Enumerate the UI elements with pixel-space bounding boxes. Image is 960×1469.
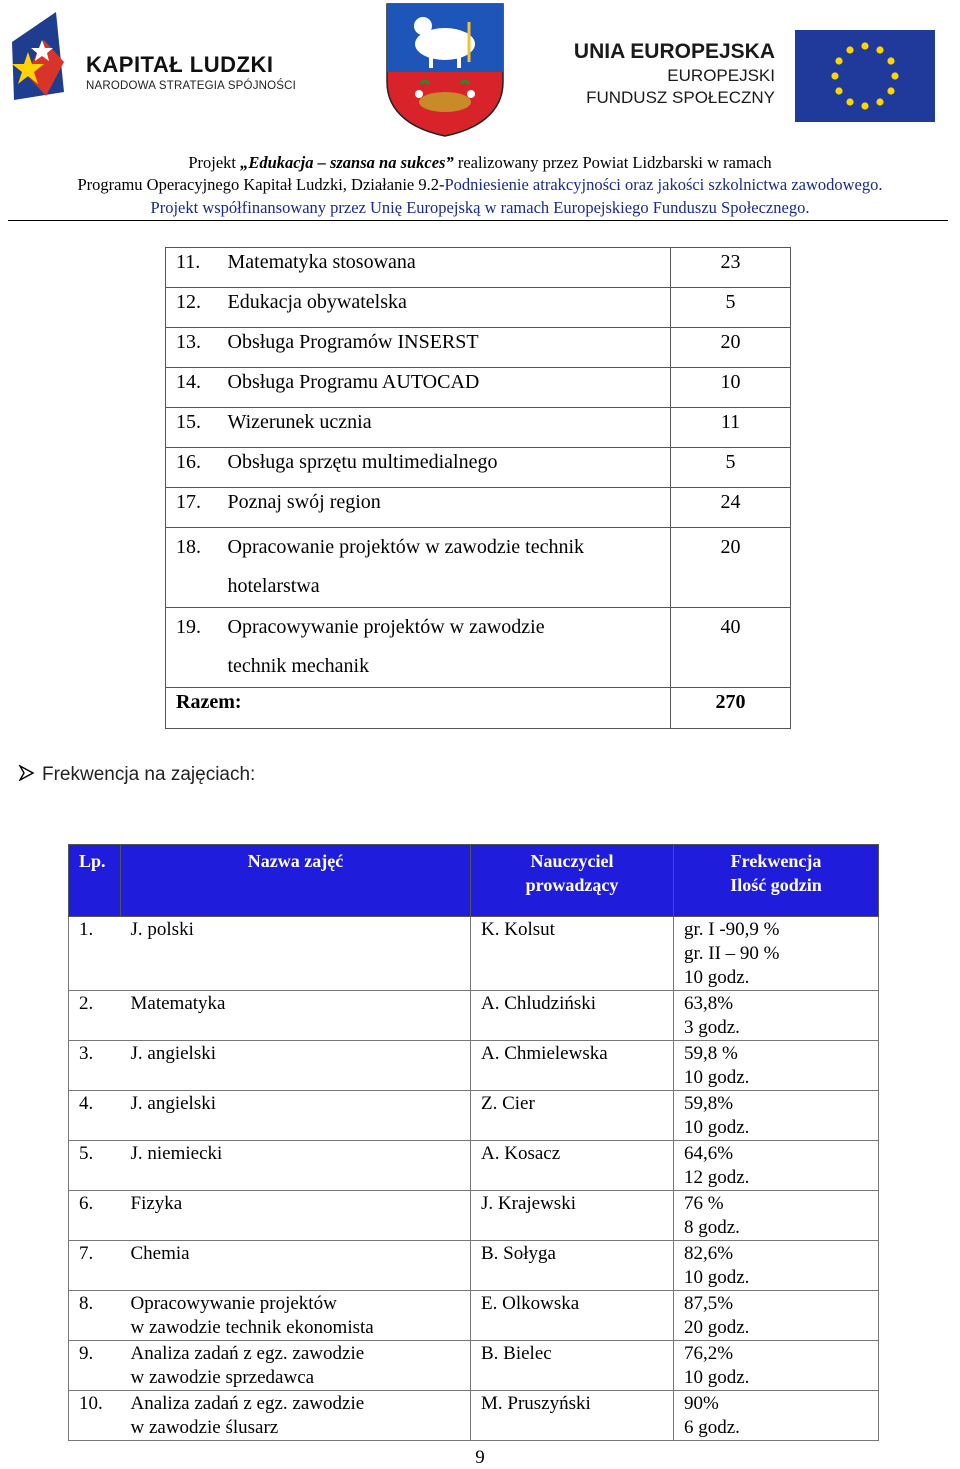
attendance-row: [69, 1291, 879, 1341]
attendance-teacher: B. Bielec: [471, 1341, 674, 1391]
attendance-heading: [18, 764, 255, 786]
project-title: „Edukacja – szansa na sukces”: [240, 153, 454, 172]
course-row: [166, 528, 791, 608]
attendance-lp: 10.: [69, 1391, 121, 1441]
course-row: [166, 328, 791, 368]
eu-title: UNIA EUROPEJSKA: [573, 40, 775, 63]
course-row: [166, 368, 791, 408]
course-name: Obsługa sprzętu multimedialnego: [228, 448, 671, 488]
total-label: Razem:: [166, 688, 671, 729]
course-number: 11.: [166, 248, 228, 288]
course-hours: 20: [671, 528, 791, 608]
header-lp: Lp.: [69, 845, 121, 917]
attendance-lp: 9.: [69, 1341, 121, 1391]
attendance-course: Fizyka: [121, 1191, 471, 1241]
course-number: 18.: [166, 528, 228, 608]
attendance-course: J. angielski: [121, 1091, 471, 1141]
header-teacher: Nauczyciel prowadzący: [471, 845, 674, 917]
attendance-row: [69, 1041, 879, 1091]
attendance-teacher: A. Chmielewska: [471, 1041, 674, 1091]
course-name: Opracowywanie projektów w zawodzie technik mechanik: [228, 608, 671, 688]
course-number: 14.: [166, 368, 228, 408]
attendance-course: Matematyka: [121, 991, 471, 1041]
attendance-teacher: B. Sołyga: [471, 1241, 674, 1291]
project-line-1: Projekt „Edukacja – szansa na sukces” realizowany przez Powiat Lidzbarski w ramach: [188, 153, 772, 172]
attendance-frequency: 59,8% 10 godz.: [674, 1091, 879, 1141]
attendance-header-row: [69, 845, 879, 917]
course-name: Opracowanie projektów w zawodzie technik hotelarstwa: [228, 528, 671, 608]
course-row: [166, 608, 791, 688]
attendance-table: [68, 844, 879, 1441]
header-course-name: Nazwa zajęć: [121, 845, 471, 917]
attendance-frequency: 64,6% 12 godz.: [674, 1141, 879, 1191]
attendance-lp: 8.: [69, 1291, 121, 1341]
attendance-row: [69, 1341, 879, 1391]
course-hours: 11: [671, 408, 791, 448]
kapital-ludzki-subtitle: NARODOWA STRATEGIA SPÓJNOŚCI: [86, 80, 297, 92]
attendance-row: [69, 1091, 879, 1141]
project-line-3: Projekt współfinansowany przez Unię Europejską w ramach Europejskiego Funduszu Społecznego.: [150, 198, 810, 217]
course-row: [166, 408, 791, 448]
kapital-ludzki-emblem-icon: [6, 12, 86, 107]
eu-fund-line2: FUNDUSZ SPOŁECZNY: [586, 88, 775, 107]
attendance-teacher: M. Pruszyński: [471, 1391, 674, 1441]
attendance-heading-text: Frekwencja na zajęciach:: [42, 764, 256, 785]
attendance-lp: 3.: [69, 1041, 121, 1091]
attendance-teacher: A. Chludziński: [471, 991, 674, 1041]
attendance-teacher: K. Kolsut: [471, 917, 674, 991]
eu-logo: [573, 28, 935, 123]
eu-flag-icon: [795, 30, 935, 122]
total-value: 270: [671, 688, 791, 729]
page-number: 9: [475, 1447, 485, 1468]
course-name: Obsługa Programów INSERST: [228, 328, 671, 368]
course-hours: 10: [671, 368, 791, 408]
kapital-ludzki-title: KAPITAŁ LUDZKI: [86, 52, 274, 77]
attendance-lp: 7.: [69, 1241, 121, 1291]
course-name: Wizerunek ucznia: [228, 408, 671, 448]
attendance-frequency: gr. I -90,9 % gr. II – 90 % 10 godz.: [674, 917, 879, 991]
attendance-frequency: 59,8 % 10 godz.: [674, 1041, 879, 1091]
kapital-ludzki-logo: [6, 12, 306, 107]
project-line-2: Programu Operacyjnego Kapitał Ludzki, Działanie 9.2-Podniesienie atrakcyjności oraz jakości szkolnictwa zawodowego.: [77, 175, 883, 194]
attendance-row: [69, 1141, 879, 1191]
attendance-course: Analiza zadań z egz. zawodzie w zawodzie sprzedawca: [121, 1341, 471, 1391]
attendance-frequency: 63,8% 3 godz.: [674, 991, 879, 1041]
attendance-course: J. polski: [121, 917, 471, 991]
attendance-course: Chemia: [121, 1241, 471, 1291]
attendance-row: [69, 917, 879, 991]
attendance-frequency: 76,2% 10 godz.: [674, 1341, 879, 1391]
course-hours: 5: [671, 448, 791, 488]
course-name: Matematyka stosowana: [228, 248, 671, 288]
attendance-course: Analiza zadań z egz. zawodzie w zawodzie ślusarz: [121, 1391, 471, 1441]
attendance-frequency: 90% 6 godz.: [674, 1391, 879, 1441]
course-hours: 40: [671, 608, 791, 688]
course-hours: 20: [671, 328, 791, 368]
attendance-row: [69, 1241, 879, 1291]
attendance-teacher: Z. Cier: [471, 1091, 674, 1141]
attendance-frequency: 82,6% 10 godz.: [674, 1241, 879, 1291]
course-name: Poznaj swój region: [228, 488, 671, 528]
attendance-row: [69, 1391, 879, 1441]
attendance-course: J. angielski: [121, 1041, 471, 1091]
course-row: [166, 288, 791, 328]
course-hours: 23: [671, 248, 791, 288]
powiat-crest-icon: [385, 2, 505, 137]
attendance-row: [69, 991, 879, 1041]
header-attendance: Frekwencja Ilość godzin: [674, 845, 879, 917]
total-row: [166, 688, 791, 729]
attendance-lp: 4.: [69, 1091, 121, 1141]
attendance-lp: 2.: [69, 991, 121, 1041]
course-number: 16.: [166, 448, 228, 488]
course-hours: 5: [671, 288, 791, 328]
attendance-teacher: E. Olkowska: [471, 1291, 674, 1341]
attendance-teacher: A. Kosacz: [471, 1141, 674, 1191]
course-number: 19.: [166, 608, 228, 688]
attendance-row: [69, 1191, 879, 1241]
arrow-bullet-icon: [18, 764, 42, 786]
attendance-teacher: J. Krajewski: [471, 1191, 674, 1241]
attendance-frequency: 87,5% 20 godz.: [674, 1291, 879, 1341]
attendance-course: Opracowywanie projektów w zawodzie technik ekonomista: [121, 1291, 471, 1341]
course-number: 12.: [166, 288, 228, 328]
attendance-frequency: 76 % 8 godz.: [674, 1191, 879, 1241]
course-hours: 24: [671, 488, 791, 528]
attendance-course: J. niemiecki: [121, 1141, 471, 1191]
course-number: 13.: [166, 328, 228, 368]
course-number: 15.: [166, 408, 228, 448]
attendance-lp: 1.: [69, 917, 121, 991]
attendance-lp: 6.: [69, 1191, 121, 1241]
course-number: 17.: [166, 488, 228, 528]
eu-fund-line1: EUROPEJSKI: [667, 66, 775, 85]
courses-hours-table: [165, 247, 791, 729]
header-divider: [8, 220, 948, 221]
course-row: [166, 488, 791, 528]
course-row: [166, 448, 791, 488]
course-name: Obsługa Programu AUTOCAD: [228, 368, 671, 408]
course-name: Edukacja obywatelska: [228, 288, 671, 328]
attendance-lp: 5.: [69, 1141, 121, 1191]
course-row: [166, 248, 791, 288]
